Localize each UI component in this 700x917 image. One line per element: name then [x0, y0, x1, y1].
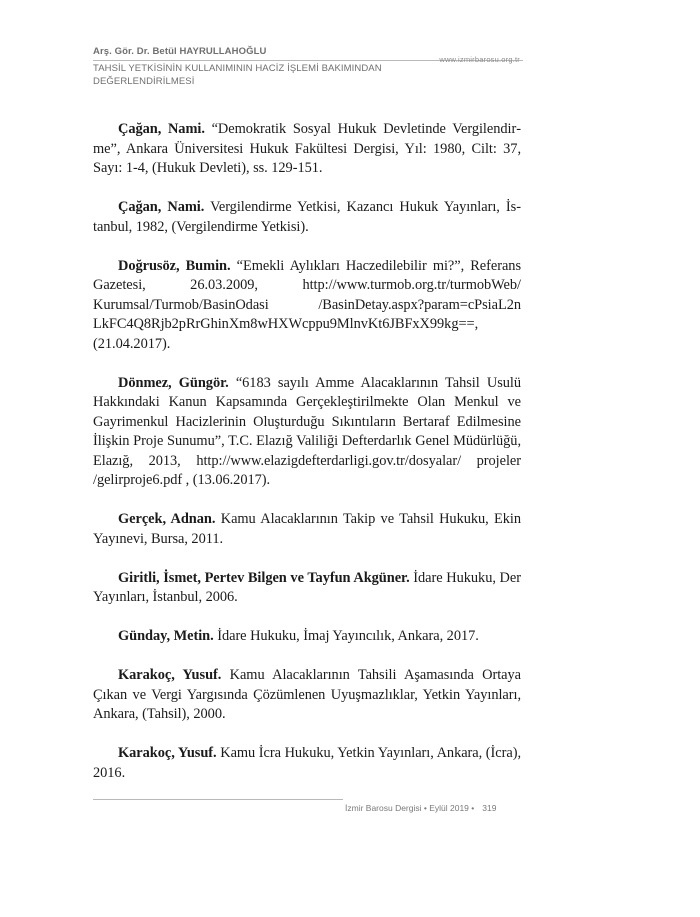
reference-entry	[93, 627, 521, 647]
reference-entry	[93, 744, 521, 783]
reference-entry	[93, 374, 521, 491]
page-number: 319	[482, 803, 497, 813]
footer-divider	[93, 799, 343, 800]
reference-author: Karakoç, Yusuf.	[118, 745, 217, 761]
reference-author: Giritli, İsmet, Pertev Bilgen ve Tayfun Akgüner.	[118, 569, 410, 586]
reference-author: Günday, Metin.	[118, 628, 214, 644]
reference-details: İdare Hukuku, Der Yayınları, İstanbul, 2006.	[93, 569, 521, 605]
bibliography-list	[93, 120, 521, 803]
reference-details: İdare Hukuku, İmaj Yayıncılık, Ankara, 2017.	[213, 628, 479, 644]
reference-details: Kamu Alacaklarının Takip ve Tahsil Hukuku, Ekin Yayınevi, Bursa, 2011.	[93, 511, 521, 547]
reference-entry	[93, 569, 521, 608]
article-title: TAHSİL YETKİSİNİN KULLANIMININ HACİZ İŞLEMİ BAKIMINDAN DEĞERLENDİRİLMESİ	[93, 63, 382, 87]
reference-author: Gerçek, Adnan.	[118, 511, 216, 527]
reference-author: Dönmez, Güngör.	[118, 374, 229, 391]
reference-entry	[93, 510, 521, 549]
reference-details: “Demokratik Sosyal Hukuk Devletinde Vergilendirme”, Ankara Üniversitesi Hukuk Fakültesi Dergisi, Yıl: 1980, Cilt: 37, Sayı: 1-4, (Hukuk Devleti), ss. 129-151.	[93, 121, 521, 176]
reference-details: Kamu İcra Hukuku, Yetkin Yayınları, Ankara, (İcra), 2016.	[93, 745, 521, 781]
author-name: Arş. Gör. Dr. Betül HAYRULLAHOĞLU	[93, 46, 267, 57]
reference-author: Çağan, Nami.	[118, 121, 205, 137]
reference-entry	[93, 120, 521, 179]
reference-details: “Emekli Aylıkları Haczedilebilir mi?”, Referans Gazetesi, 26.03.2009, http://www.turmob.org.tr/turmobWeb/ Kurumsal/Turmob/BasinOdasi /BasinDetay.aspx?param=cPsiaL2n LkFC4Q8Rjb2pRrGhinXm8wHXWcppu9MlnvKt6JBFxX99kg==, (21.04.2017).	[93, 257, 521, 352]
reference-details: Kamu Alacaklarının Tahsili Aşamasında Ortaya Çıkan ve Vergi Yargısında Çözümlenen Uyuşmazlıklar, Yetkin Yayınları, Ankara, (Tahsil), 2000.	[93, 667, 521, 722]
reference-entry	[93, 198, 521, 237]
website-url[interactable]: www.izmirbarosu.org.tr	[439, 55, 520, 64]
running-footer	[345, 803, 496, 813]
reference-details: “6183 sayılı Amme Alacaklarının Tahsil Usulü Hakkındaki Kanun Kapsamında Gerçekleştirilmekte Olan Menkul ve Gayrimenkul Hacizlerinin Oluşturduğu Sıkıntıların Bertaraf Edilmesine İlişkin Proje Sunumu”, T.C. Elazığ Valiliği Defterdarlık Genel Müdürlüğü, Elazığ, 2013, http://www.elazigdefterdarligi.gov.tr/dosyalar/ projeler /gelirproje6.pdf , (13.06.2017).	[93, 374, 521, 488]
journal-name: İzmir Barosu Dergisi • Eylül 2019 •	[345, 803, 475, 813]
reference-entry	[93, 666, 521, 725]
reference-author: Çağan, Nami.	[118, 199, 205, 215]
reference-details: Vergilendirme Yetkisi, Kazancı Hukuk Yayınları, İstanbul, 1982, (Vergilendirme Yetkisi).	[93, 199, 521, 235]
reference-author: Karakoç, Yusuf.	[118, 667, 222, 683]
reference-author: Doğrusöz, Bumin.	[118, 257, 231, 274]
reference-entry	[93, 257, 521, 355]
